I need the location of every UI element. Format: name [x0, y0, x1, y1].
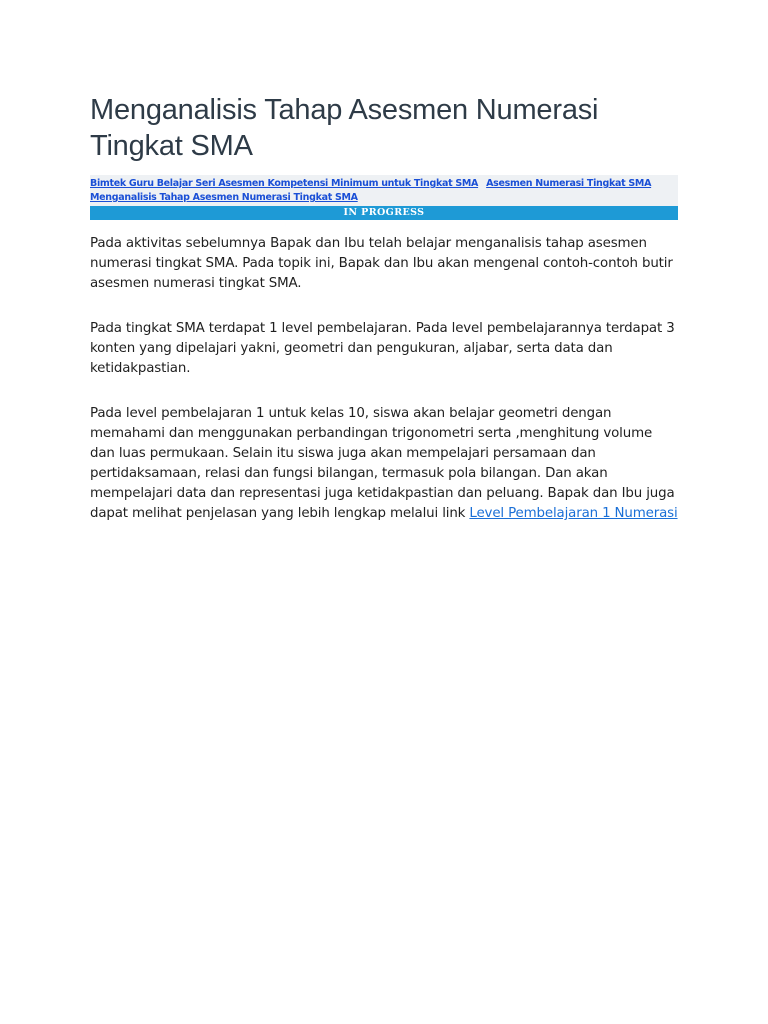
paragraph-level-overview: Pada tingkat SMA terdapat 1 level pembelajaran. Pada level pembelajarannya terdapat 3 konten yang dipelajari yakni, geometri dan pengukuran, aljabar, serta data dan ketidakpastian. [90, 321, 675, 376]
paragraph-intro: Pada aktivitas sebelumnya Bapak dan Ibu telah belajar menganalisis tahap asesmen numerasi tingkat SMA. Pada topik ini, Bapak dan Ibu akan mengenal contoh-contoh butir asesmen numerasi tingkat SMA. [90, 236, 673, 291]
status-badge: IN PROGRESS [90, 206, 678, 220]
paragraph-level-detail-text: Pada level pembelajaran 1 untuk kelas 10, siswa akan belajar geometri dengan memahami dan menggunakan perbandingan trigonometri serta ,menghitung volume dan luas permukaan. Selain itu siswa juga akan mempelajari persamaan dan pertidaksamaan, relasi dan fungsi bilangan, termasuk pola bilangan. Dan akan mempelajari data dan representasi juga ketidakpastian dan peluang. Bapak dan Ibu juga dapat melihat penjelasan yang lebih lengkap melalui link [90, 406, 675, 521]
breadcrumb-link-course[interactable]: Bimtek Guru Belajar Seri Asesmen Kompetensi Minimum untuk Tingkat SMA [90, 178, 479, 189]
breadcrumb [90, 175, 678, 206]
page-title: Menganalisis Tahap Asesmen Numerasi Tingkat SMA [90, 94, 599, 162]
article-body [90, 234, 678, 524]
breadcrumb-link-topic[interactable]: Menganalisis Tahap Asesmen Numerasi Tingkat SMA [90, 192, 358, 203]
level-pembelajaran-link[interactable]: Level Pembelajaran 1 Numerasi [469, 506, 678, 521]
page-content [90, 92, 678, 549]
breadcrumb-link-module[interactable]: Asesmen Numerasi Tingkat SMA [486, 178, 652, 189]
paragraph-level-detail [90, 404, 678, 524]
